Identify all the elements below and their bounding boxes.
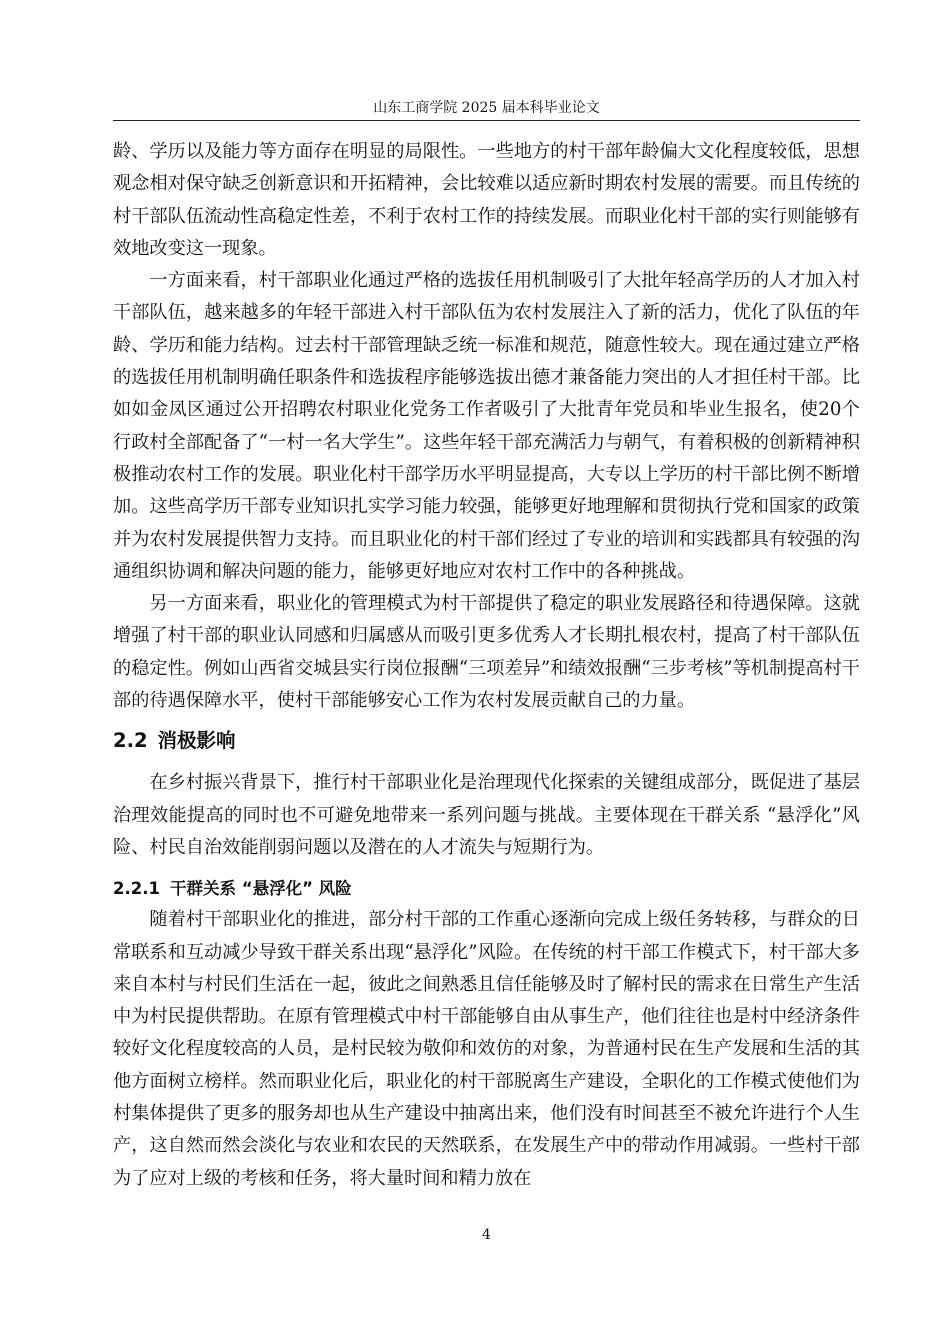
subsection-heading (113, 878, 860, 900)
section-heading (113, 729, 860, 753)
paragraph-other-aspect: 另一方面来看，职业化的管理模式为村干部提供了稳定的职业发展路径和待遇保障。这就增强了村干部的职业认同感和归属感从而吸引更多优秀人才长期扎根农村，提高了村干部队伍的稳定性。例如山西省交城县实行岗位报酬“三项差异”和绩效报酬“三步考核”等机制提高村干部的待遇保障水平，使村干部能够安心工作为农村发展贡献自己的力量。 (113, 593, 860, 712)
section-number: 2.2 (113, 729, 148, 753)
header-divider (113, 120, 860, 121)
page-number: 4 (482, 1227, 491, 1243)
running-header: 山东工商学院 2025 届本科毕业论文 (373, 100, 600, 116)
subsection-body-paragraph: 随着村干部职业化的推进，部分村干部的工作重心逐渐向完成上级任务转移，与群众的日常联系和互动减少导致干群关系出现“悬浮化”风险。在传统的村干部工作模式下，村干部大多来自本村与村民们生活在一起，彼此之间熟悉且信任能够及时了解村民的需求在日常生产生活中为村民提供帮助。在原有管理模式中村干部能够自由从事生产，他们往往也是村中经济条件较好文化程度较高的人员，是村民较为敬仰和效仿的对象，为普通村民在生产发展和生活的其他方面树立榜样。然而职业化后，职业化的村干部脱离生产建设，全职化的工作模式使他们为村集体提供了更多的服务却也从生产建设中抽离出来，他们没有时间甚至不被允许进行个人生产，这自然而然会淡化与农业和农民的天然联系，在发展生产中的带动作用减弱。一些村干部为了应对上级的考核和任务，将大量时间和精力放在 (113, 909, 860, 1189)
subsection-number: 2.2.1 (113, 879, 160, 899)
section-intro-paragraph: 在乡村振兴背景下，推行村干部职业化是治理现代化探索的关键组成部分，既促进了基层治理效能提高的同时也不可避免地带来一系列问题与挑战。主要体现在干群关系 “悬浮化”风险、村民自治效能削弱问题以及潜在的人才流失与短期行为。 (113, 772, 860, 858)
section-title: 消极影响 (157, 729, 236, 753)
subsection-title: 干群关系 “悬浮化” 风险 (169, 879, 352, 899)
page-body (113, 136, 860, 1195)
paragraph-one-aspect: 一方面来看，村干部职业化通过严格的选拔任用机制吸引了大批年轻高学历的人才加入村干部队伍，越来越多的年轻干部进入村干部队伍为农村发展注入了新的活力，优化了队伍的年龄、学历和能力结构。过去村干部管理缺乏统一标准和规范，随意性较大。现在通过建立严格的选拔任用机制明确任职条件和选拔程序能够选拔出德才兼备能力突出的人才担任村干部。比如如金凤区通过公开招聘农村职业化党务工作者吸引了大批青年党员和毕业生报名，使20个行政村全部配备了“一村一名大学生”。这些年轻干部充满活力与朝气，有着积极的创新精神积极推动农村工作的发展。职业化村干部学历水平明显提高，大专以上学历的村干部比例不断增加。这些高学历干部专业知识扎实学习能力较强，能够更好地理解和贯彻执行党和国家的政策并为农村发展提供智力支持。而且职业化的村干部们经过了专业的培训和实践都具有较强的沟通组织协调和解决问题的能力，能够更好地应对农村工作中的各种挑战。 (113, 270, 860, 582)
paragraph-continued: 龄、学历以及能力等方面存在明显的局限性。一些地方的村干部年龄偏大文化程度较低，思想观念相对保守缺乏创新意识和开拓精神，会比较难以适应新时期农村发展的需要。而且传统的村干部队伍流动性高稳定性差，不利于农村工作的持续发展。而职业化村干部的实行则能够有效地改变这一现象。 (113, 141, 860, 259)
